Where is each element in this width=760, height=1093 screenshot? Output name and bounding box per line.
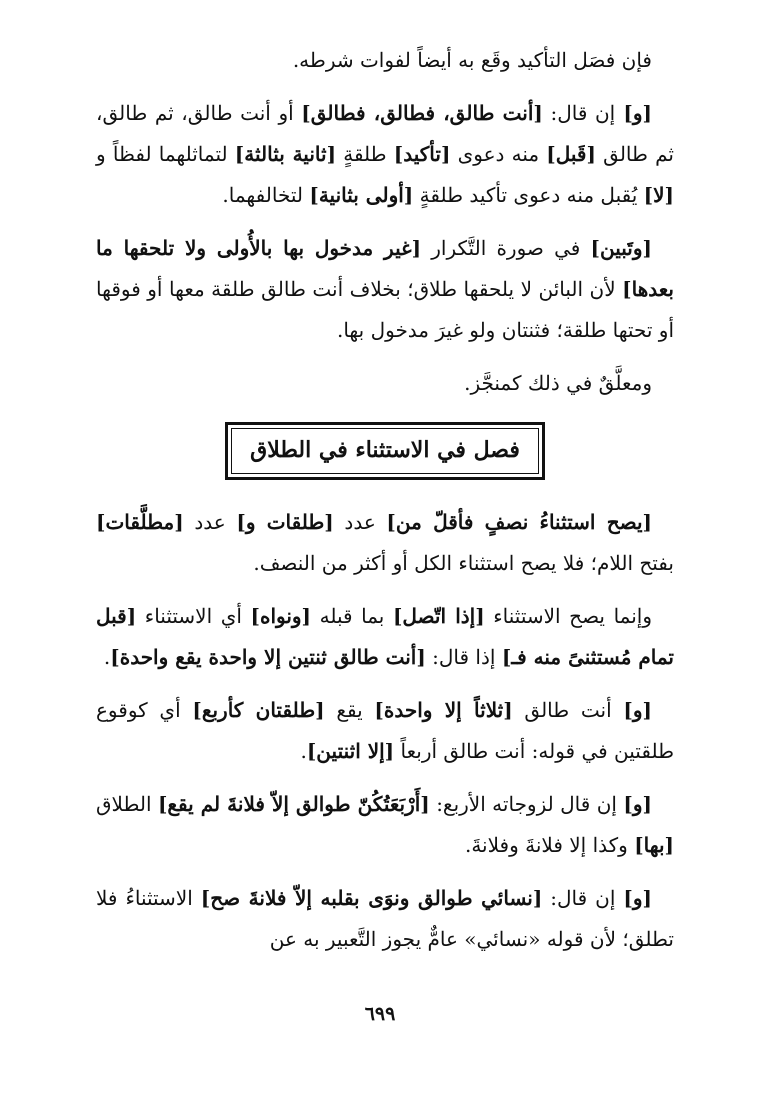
commentary-text: إن قال: bbox=[542, 101, 616, 125]
commentary-text: إن قال: bbox=[542, 886, 624, 910]
commentary-text: لأن البائن لا يلحقها طلاق؛ بخلاف أنت طالق طلقة معها أو فوقها أو تحتها طلقة؛ فثنتان ولو غيرَ مدخول بها. bbox=[96, 277, 674, 342]
matn-text: [إلا اثنتين] bbox=[306, 739, 395, 763]
section-heading-frame bbox=[96, 422, 674, 480]
matn-text: [وتَبين] bbox=[590, 236, 652, 260]
matn-text: [نسائي طوالق ونوَى بقلبه إلاّ فلانةَ صح] bbox=[200, 886, 543, 910]
matn-text: [بها] bbox=[634, 833, 674, 857]
matn-text: [أنت طالق ثنتين إلا واحدة يقع واحدة] bbox=[110, 645, 426, 669]
section-heading-outer-border bbox=[225, 422, 545, 480]
matn-text: [تأكيد] bbox=[393, 142, 451, 166]
commentary-text: الاستثناءُ فلا تطلق؛ لأن قوله «نسائي» عامٌّ يجوز التَّعبير به عن bbox=[96, 886, 674, 951]
commentary-text: لتخالفهما. bbox=[222, 183, 310, 207]
paragraph-4 bbox=[96, 363, 674, 404]
commentary-text: أي الاستثناء bbox=[136, 604, 251, 628]
paragraph-8 bbox=[96, 784, 674, 866]
commentary-text: إن قال لزوجاته الأربع: bbox=[429, 792, 624, 816]
commentary-text: أي كوقوع طلقتين في قوله: أنت طالق أربعاً bbox=[96, 698, 674, 763]
commentary-text: لتماثلهما لفظاً و bbox=[96, 142, 235, 166]
matn-text: [طلقتان كأربع] bbox=[192, 698, 325, 722]
commentary-text: الطلاق bbox=[96, 792, 158, 816]
matn-text: [أَرْبَعَتُكُنّ طوالق إلاّ فلانةَ لم يقع] bbox=[157, 792, 430, 816]
commentary-text: بما قبله bbox=[311, 604, 393, 628]
matn-text: [لا] bbox=[643, 183, 674, 207]
matn-text: [أنت طالق، فطالق، فطالق] bbox=[301, 101, 543, 125]
paragraph-7 bbox=[96, 690, 674, 772]
page-body bbox=[96, 40, 674, 972]
commentary-text: يُقبل منه دعوى تأكيد طلقةٍ bbox=[413, 183, 644, 207]
matn-text: [ثانية بثالثة] bbox=[234, 142, 337, 166]
commentary-text: منه دعوى bbox=[450, 142, 547, 166]
matn-text: [قَبل] bbox=[546, 142, 596, 166]
matn-text: [و] bbox=[623, 886, 652, 910]
matn-text: [و] bbox=[623, 792, 652, 816]
paragraph-3 bbox=[96, 228, 674, 351]
matn-text: [أولى بثانية] bbox=[309, 183, 414, 207]
commentary-text: عدد bbox=[183, 510, 237, 534]
commentary-text: بفتح اللام؛ فلا يصح استثناء الكل أو أكثر من النصف. bbox=[253, 551, 674, 575]
paragraph-6 bbox=[96, 596, 674, 678]
commentary-text: أنت طالق bbox=[512, 698, 624, 722]
matn-text: [طلقات و] bbox=[236, 510, 334, 534]
section-heading: فصل في الاستثناء في الطلاق bbox=[231, 428, 539, 474]
matn-text: [ثلاثاً إلا واحدة] bbox=[374, 698, 513, 722]
paragraph-2 bbox=[96, 93, 674, 216]
commentary-text: ومعلَّقٌ في ذلك كمنجَّز. bbox=[464, 371, 652, 395]
matn-text: [قبل تمام مُستثنىً منه فـ] bbox=[96, 604, 674, 669]
matn-text: [و] bbox=[615, 101, 653, 125]
matn-text: [ونواه] bbox=[250, 604, 312, 628]
commentary-text: أو أنت طالق، ثم طالق، ثم طالق bbox=[96, 101, 674, 166]
commentary-text: إذا قال: bbox=[425, 645, 502, 669]
matn-text: [إذا اتّصل] bbox=[392, 604, 485, 628]
page-number: ٦٩٩ bbox=[364, 1003, 396, 1025]
matn-text: [يصح استثناءُ نصفٍ فأقلّ من] bbox=[386, 510, 653, 534]
paragraph-9 bbox=[96, 878, 674, 960]
commentary-text: . bbox=[300, 739, 307, 763]
commentary-text: وإنما يصح الاستثناء bbox=[484, 604, 653, 628]
paragraph-5 bbox=[96, 502, 674, 584]
commentary-text: في صورة التَّكرار bbox=[421, 236, 591, 260]
commentary-text: فإن فصَل التأكيد وقَع به أيضاً لفوات شرطه. bbox=[292, 48, 652, 72]
matn-text: [مطلَّقات] bbox=[96, 510, 184, 534]
matn-text: [و] bbox=[623, 698, 653, 722]
commentary-text: يقع bbox=[324, 698, 375, 722]
matn-text: [غير مدخول بها بالأُولى ولا تلحقها ما بعدها] bbox=[96, 236, 674, 301]
commentary-text: . bbox=[103, 645, 111, 669]
commentary-text: طلقةٍ bbox=[336, 142, 394, 166]
paragraph-1 bbox=[96, 40, 674, 81]
commentary-text: عدد bbox=[333, 510, 387, 534]
commentary-text: وكذا إلا فلانةَ وفلانةَ. bbox=[464, 833, 635, 857]
